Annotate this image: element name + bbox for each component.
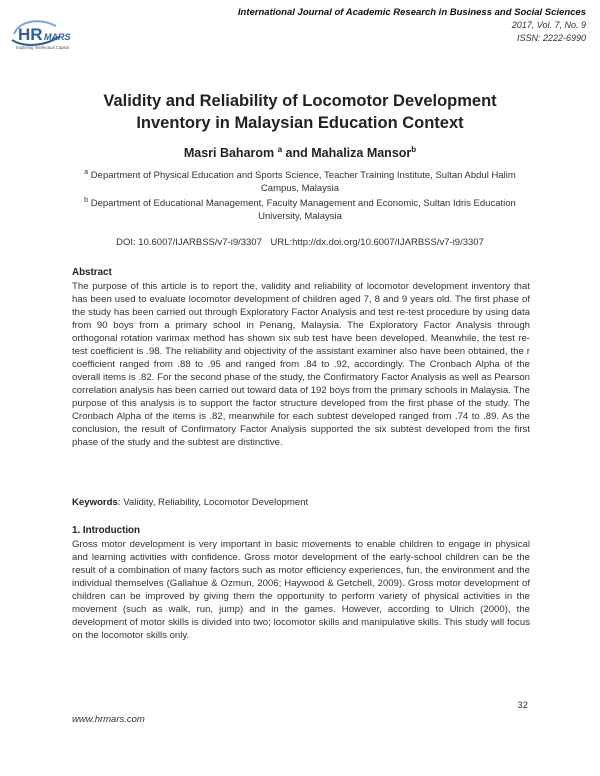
keywords-line bbox=[72, 497, 308, 508]
journal-name: International Journal of Academic Research in Business and Social Sciences bbox=[237, 7, 586, 18]
affiliation-b-text: Department of Educational Management, Faculty Management and Economic, Sultan Idris Education University, Malaysia bbox=[88, 198, 516, 223]
hrmars-logo bbox=[10, 14, 110, 54]
authors bbox=[0, 145, 600, 160]
affiliation-a-text: Department of Physical Education and Sports Science, Teacher Training Institute, Sultan Abdul Halim Campus, Malaysia bbox=[88, 170, 516, 195]
author-2: Mahaliza Mansor bbox=[311, 146, 412, 161]
keywords-text: : Validity, Reliability, Locomotor Development bbox=[117, 497, 309, 508]
logo-tagline: Exploring Intellectual Capital bbox=[16, 45, 69, 50]
journal-issn: ISSN: 2222-6990 bbox=[516, 33, 586, 43]
journal-volume: 2017, Vol. 7, No. 9 bbox=[511, 20, 586, 30]
affiliation-b bbox=[70, 194, 530, 223]
abstract-text: The purpose of this article is to report the, validity and reliability of locomotor development inventory that has been used to evaluate locomotor development of children aged 7, 8 and 9 years old. The first phase of the study has been carried out through Exploratory Factor Analysis and test re-test procedure by using data from 90 boys from a primary school in Penang, Malaysia. The Exploratory Factor Analysis through orthogonal rotation varimax method has shown six sub test have been developed. Meanwhile, the test re-test coefficient is .98. The reliability and objectivity of the assistant examiner also have been obtained, the r coefficient ranged from .88 to .95 and ranged from .84 to .92, accordingly. The Cronbach Alpha of the overall items is .82. For the second phase of the study, the Confirmatory Factor Analysis as well as Pearson correlation analysis has been carried out toward data of 192 boys from the primary schools in Malaysia. The purpose of this analysis is to support the factor structure developed from the first phase of the study. The Cronbach Alpha of the items is .82, meanwhile for each subtest developed ranged from .74 to .89. As the conclusion, the result of Confirmatory Factor Analysis supported the six subtest developed from the first phase of the study and the subtest are distinctive. bbox=[72, 281, 530, 448]
abstract-heading: Abstract bbox=[72, 267, 112, 278]
doi-url-link[interactable]: URL:http://dx.doi.org/10.6007/IJARBSS/v7-i9/3307 bbox=[270, 237, 484, 248]
introduction-heading: 1. Introduction bbox=[72, 525, 141, 536]
affiliation-a-sup: a bbox=[84, 169, 89, 176]
paper-title bbox=[60, 90, 540, 134]
keywords-label: Keywords bbox=[72, 497, 118, 508]
author-2-sup: b bbox=[411, 145, 417, 154]
journal-header bbox=[238, 6, 586, 45]
affiliation-b-sup: b bbox=[84, 197, 89, 204]
footer-website: www.hrmars.com bbox=[72, 714, 145, 725]
page-number: 32 bbox=[517, 700, 528, 711]
logo-brand-main: HR bbox=[18, 25, 43, 44]
doi-line bbox=[0, 237, 600, 248]
hrmars-logo-graphic bbox=[10, 14, 110, 54]
author-join: and bbox=[282, 146, 312, 161]
paper-title-line-1: Validity and Reliability of Locomotor Development bbox=[103, 92, 497, 110]
introduction-text: Gross motor development is very important in basic movements to enable children to engage in physical and learning activities with confidence. Gross motor development of the early-school children can be the result of a combination of many factors such as motor efficiency experiences, fun, the environment and the individual themselves (Gallahue & Ozmun, 2006; Haywood & Getchell, 2009). Gross motor development of children can be improved by giving them the opportunity to perform variety of physical activities in the movement (such as walk, run, jump) and in the games. However, according to Ulrich (2000), the development of motor skills is divided into two; locomotor skills and manipulative skills. This study will focus on the locomotor skills only. bbox=[72, 539, 530, 641]
doi-text: DOI: 10.6007/IJARBSS/v7-i9/3307 bbox=[116, 237, 262, 248]
author-1-sup: a bbox=[277, 145, 283, 154]
logo-brand-sub: MARS bbox=[44, 32, 71, 42]
affiliation-a bbox=[70, 166, 530, 195]
author-1: Masri Baharom bbox=[183, 146, 275, 161]
paper-title-line-2: Inventory in Malaysian Education Context bbox=[136, 114, 464, 132]
